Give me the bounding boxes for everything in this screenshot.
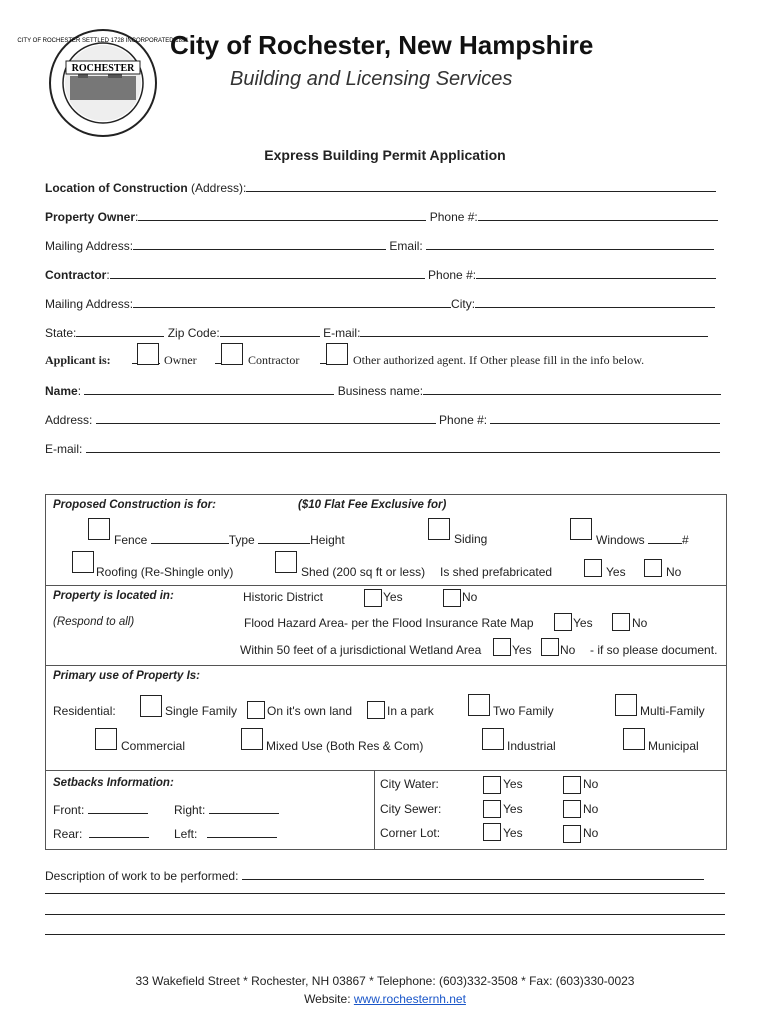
applicant-owner-checkbox[interactable] [137, 343, 159, 365]
city-title: City of Rochester, New Hampshire [170, 30, 594, 60]
footer-website-row [0, 992, 770, 1006]
owner-label: Property Owner [45, 210, 136, 224]
owner-row: Property Owner: Phone #: [45, 209, 725, 224]
applicant-other-label: Other authorized agent. If Other please fill in the info below. [353, 353, 645, 367]
prefab-yes-label: Yes [606, 565, 626, 579]
name-input[interactable] [84, 383, 334, 395]
location-row [45, 180, 725, 195]
owner-mailing-input[interactable] [133, 238, 386, 250]
in-park-checkbox[interactable] [367, 701, 385, 719]
department-subtitle: Building and Licensing Services [230, 68, 513, 90]
wetland-no-checkbox[interactable] [541, 638, 559, 656]
construction-row-1 [88, 518, 718, 547]
address-label: Address: [45, 413, 93, 427]
owner-email-input[interactable] [426, 238, 714, 250]
zip-label: Zip Code: [167, 326, 220, 340]
seal-ring-text: CITY OF ROCHESTER SETTLED 1728 INCORPORATED 1891 [17, 38, 189, 44]
state-label: State: [45, 326, 77, 340]
fee-note: ($10 Flat Fee Exclusive for) [298, 499, 447, 511]
location-label-rest: (Address): [187, 181, 247, 195]
contractor-phone-input[interactable] [476, 267, 716, 279]
owner-mailing-label: Mailing Address: [45, 239, 134, 253]
description-row [45, 868, 725, 883]
applicant-row [45, 343, 725, 371]
multi-family-label: Multi-Family [640, 704, 705, 718]
roofing-label: Roofing (Re-Shingle only) [96, 565, 234, 579]
location-input[interactable] [246, 180, 716, 192]
shed-label: Shed (200 sq ft or less) [301, 565, 426, 579]
contractor-mailing-row [45, 296, 725, 311]
siding-checkbox[interactable] [428, 518, 450, 540]
owner-email-label: Email: [389, 239, 423, 253]
windows-checkbox[interactable] [570, 518, 592, 540]
contractor-email-input[interactable] [360, 325, 708, 337]
sewer-yes-label: Yes [503, 802, 523, 816]
seal-name-text: ROCHESTER [71, 63, 135, 74]
flood-no-checkbox[interactable] [612, 613, 630, 631]
rear-input[interactable] [89, 826, 149, 838]
name-label: Name [45, 384, 78, 398]
location-heading: Property is located in: [53, 590, 174, 602]
prefab-label: Is shed prefabricated [440, 565, 553, 579]
front-setback [53, 802, 148, 817]
water-yes-label: Yes [503, 777, 523, 791]
description-input-4[interactable] [45, 934, 725, 935]
two-family-label: Two Family [493, 704, 554, 718]
state-input[interactable] [76, 325, 164, 337]
wetland-yes-checkbox[interactable] [493, 638, 511, 656]
wetland-label: Within 50 feet of a jurisdictional Wetland Area [240, 643, 482, 657]
applicant-label: Applicant is: [45, 353, 111, 367]
own-land-checkbox[interactable] [247, 701, 265, 719]
corner-label: Corner Lot: [380, 826, 441, 840]
owner-input[interactable] [138, 209, 426, 221]
left-setback [174, 826, 277, 841]
left-input[interactable] [207, 826, 277, 838]
prefab-no-label: No [666, 565, 682, 579]
contractor-mailing-input[interactable] [133, 296, 451, 308]
commercial-label: Commercial [121, 739, 186, 753]
wetland-document-note: - if so please document. [590, 643, 718, 657]
owner-phone-input[interactable] [478, 209, 718, 221]
own-land-label: On it's own land [267, 704, 353, 718]
right-input[interactable] [209, 802, 279, 814]
flood-yes-checkbox[interactable] [554, 613, 572, 631]
applicant-email-input[interactable] [86, 441, 720, 453]
business-input[interactable] [423, 383, 721, 395]
applicant-email-row [45, 441, 725, 456]
single-family-label: Single Family [165, 704, 238, 718]
contractor-mailing-label: Mailing Address: [45, 297, 134, 311]
applicant-contractor-checkbox[interactable] [221, 343, 243, 365]
setbacks-heading: Setbacks Information: [53, 777, 174, 789]
sewer-no-checkbox[interactable] [563, 800, 581, 818]
height-label: Height [310, 533, 345, 547]
mixed-use-checkbox[interactable] [241, 728, 263, 750]
rear-label: Rear: [53, 827, 83, 841]
windows-label: Windows [596, 533, 645, 547]
industrial-label: Industrial [507, 739, 556, 753]
website-label: Website: [304, 992, 351, 1006]
flood-no-label: No [632, 616, 648, 630]
historic-yes-checkbox[interactable] [364, 589, 382, 607]
right-label: Right: [174, 803, 206, 817]
fence-label: Fence [114, 533, 148, 547]
industrial-checkbox[interactable] [482, 728, 504, 750]
water-label: City Water: [380, 777, 439, 791]
water-yes-checkbox[interactable] [483, 776, 501, 794]
type-label: Type [228, 533, 255, 547]
city-seal-logo [17, 28, 189, 138]
in-park-label: In a park [387, 704, 434, 718]
zip-input[interactable] [220, 325, 320, 337]
front-label: Front: [53, 803, 85, 817]
corner-yes-label: Yes [503, 826, 523, 840]
wetland-yes-label: Yes [512, 643, 532, 657]
water-no-checkbox[interactable] [563, 776, 581, 794]
contractor-email-label: E-mail: [323, 326, 361, 340]
water-no-label: No [583, 777, 599, 791]
flood-yes-label: Yes [573, 616, 593, 630]
contractor-phone-label: Phone #: [428, 268, 477, 282]
corner-no-label: No [583, 826, 599, 840]
address-row [45, 412, 725, 427]
form-title: Express Building Permit Application [264, 147, 506, 163]
historic-no-checkbox[interactable] [443, 589, 461, 607]
siding-label: Siding [454, 532, 488, 546]
historic-no-label: No [462, 590, 478, 604]
windows-count-input[interactable] [648, 532, 682, 544]
municipal-label: Municipal [648, 739, 699, 753]
location-label: Location of Construction [45, 181, 188, 195]
historic-label: Historic District [243, 590, 323, 604]
roofing-checkbox[interactable] [72, 551, 94, 573]
single-family-checkbox[interactable] [140, 695, 162, 717]
owner-mailing-row [45, 238, 725, 253]
windows-hash: # [682, 533, 689, 547]
description-input-2[interactable] [45, 893, 725, 894]
applicant-email-label: E-mail: [45, 442, 83, 456]
website-link[interactable]: www.rochesternh.net [353, 992, 466, 1006]
description-label: Description of work to be performed: [45, 869, 239, 883]
use-heading: Primary use of Property Is: [53, 670, 200, 682]
historic-yes-label: Yes [383, 590, 403, 604]
address-input[interactable] [96, 412, 436, 424]
corner-yes-checkbox[interactable] [483, 823, 501, 841]
residential-label: Residential: [53, 704, 116, 718]
left-label: Left: [174, 827, 198, 841]
applicant-owner-label: Owner [164, 353, 197, 367]
footer-address: 33 Wakefield Street * Rochester, NH 03867 * Telephone: (603)332-3508 * Fax: (603)330-0023 [135, 974, 635, 988]
contractor-label: Contractor [45, 268, 107, 282]
flood-label: Flood Hazard Area- per the Flood Insurance Rate Map [244, 616, 534, 630]
fence-checkbox[interactable] [88, 518, 110, 540]
fence-height-input[interactable] [258, 532, 310, 544]
description-input-3[interactable] [45, 914, 725, 915]
business-label: Business name: [337, 384, 424, 398]
commercial-checkbox[interactable] [95, 728, 117, 750]
applicant-phone-label: Phone #: [439, 413, 488, 427]
state-row [45, 325, 725, 340]
owner-phone-label: Phone #: [429, 210, 478, 224]
applicant-contractor-label: Contractor [248, 353, 300, 367]
rear-setback [53, 826, 149, 841]
name-row: Name: Business name: [45, 383, 725, 398]
corner-no-checkbox[interactable] [563, 825, 581, 843]
respond-note: (Respond to all) [53, 616, 135, 628]
two-family-checkbox[interactable] [468, 694, 490, 716]
prefab-no-checkbox[interactable] [644, 559, 662, 577]
mixed-use-label: Mixed Use (Both Res & Com) [266, 739, 424, 753]
contractor-input[interactable] [110, 267, 425, 279]
prefab-yes-checkbox[interactable] [584, 559, 602, 577]
wetland-no-label: No [560, 643, 576, 657]
shed-checkbox[interactable] [275, 551, 297, 573]
construction-row-2 [72, 551, 712, 577]
applicant-phone-input[interactable] [490, 412, 720, 424]
city-label: City: [451, 297, 476, 311]
sewer-no-label: No [583, 802, 599, 816]
city-input[interactable] [475, 296, 715, 308]
sewer-label: City Sewer: [380, 802, 442, 816]
sewer-yes-checkbox[interactable] [483, 800, 501, 818]
front-input[interactable] [88, 802, 148, 814]
fence-type-input[interactable] [151, 532, 229, 544]
multi-family-checkbox[interactable] [615, 694, 637, 716]
contractor-row: Contractor: Phone #: [45, 267, 725, 282]
description-input-1[interactable] [242, 868, 704, 880]
construction-heading: Proposed Construction is for: [53, 499, 216, 511]
municipal-checkbox[interactable] [623, 728, 645, 750]
right-setback [174, 802, 279, 817]
applicant-other-checkbox[interactable] [326, 343, 348, 365]
